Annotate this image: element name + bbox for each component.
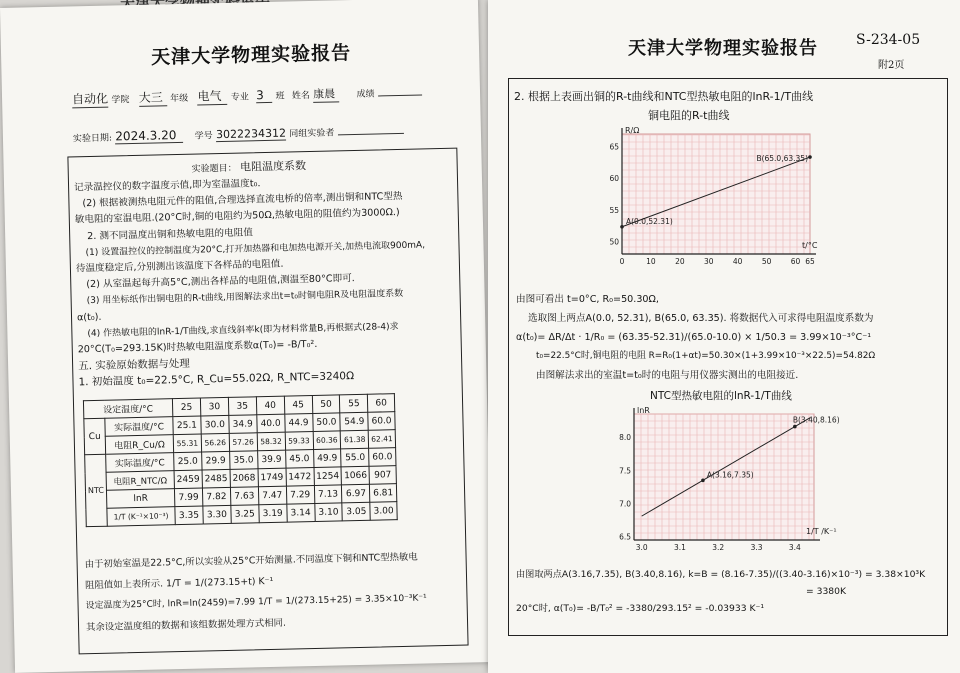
class-value: 3 bbox=[256, 88, 272, 103]
table-cell: 54.9 bbox=[340, 412, 368, 431]
score-value bbox=[378, 94, 422, 96]
analysis-line: 选取图上两点A(0.0, 52.31), B(65.0, 63.35). 将数据代入可求得电阻温度系数为 bbox=[528, 313, 874, 324]
data-point bbox=[808, 155, 812, 159]
date-label: 实验日期: bbox=[72, 133, 113, 145]
result-line: 由图取两点A(3.16,7.35), B(3.40,8.16), k=B = (8.16-7.35)/((3.40-3.16)×10⁻³) = 3.38×10³K bbox=[516, 569, 926, 580]
x-tick-label: 40 bbox=[732, 257, 743, 266]
table-cell: 3.14 bbox=[286, 503, 314, 522]
table-cell: 1254 bbox=[314, 467, 342, 486]
table-cell: 2485 bbox=[202, 469, 230, 488]
procedure-line: 2. 测不同温度出铜和热敏电阻的电阻值 bbox=[87, 226, 253, 242]
analysis-line: t₀=22.5°C时,铜电阻的电阻 R=R₀(1+αt)=50.30×(1+3.99×10⁻³×22.5)=54.82Ω bbox=[536, 351, 876, 361]
cu-group-label: Cu bbox=[84, 418, 106, 454]
row-label: lnR bbox=[106, 489, 174, 509]
set-temp-cell: 40 bbox=[256, 396, 284, 415]
table-cell: 60.0 bbox=[369, 448, 396, 467]
table-cell: 6.81 bbox=[370, 484, 397, 503]
major-value: 电气 bbox=[197, 87, 227, 106]
x-tick-label: 3.4 bbox=[788, 543, 801, 552]
id-label: 学号 bbox=[194, 131, 213, 142]
bottom-line: 阻阻值如上表所示. 1/T = 1/(273.15+t) K⁻¹ bbox=[85, 575, 274, 592]
data-label: A(0.0,52.31) bbox=[626, 216, 673, 226]
table-cell: 2459 bbox=[174, 470, 202, 489]
procedure-line: 20°C(T₀=293.15K)时热敏电阻温度系数α(T₀)= -B/T₀². bbox=[77, 338, 318, 356]
data-point bbox=[793, 425, 797, 429]
partner-value bbox=[338, 133, 404, 135]
x-tick-label: 50 bbox=[761, 257, 772, 266]
table-cell: 50.0 bbox=[312, 413, 340, 432]
table-cell: 55.0 bbox=[341, 448, 369, 467]
procedure-line: 待温度稳定后,分别测出该温度下各样品的电阻值. bbox=[75, 258, 284, 275]
y-axis-label: lnR bbox=[637, 406, 650, 415]
y-tick-label: 7.5 bbox=[619, 466, 631, 476]
bottom-line: 由于初始室温是22.5°C,所以实验从25°C开始测量.不同温度下铜和NTC型热敏电 bbox=[84, 551, 418, 571]
x-tick-label: 3.1 bbox=[673, 543, 686, 552]
result-line: = 3380K bbox=[806, 586, 847, 597]
table-cell: 44.9 bbox=[284, 414, 312, 433]
table-cell: 30.0 bbox=[201, 415, 229, 434]
score-label: 成绩 bbox=[356, 89, 375, 100]
header-row-1 bbox=[72, 82, 422, 108]
left-bottom-text bbox=[84, 546, 427, 638]
x-tick-label: 20 bbox=[675, 257, 685, 266]
y-tick-label: 65 bbox=[609, 142, 619, 152]
question-2: 2. 根据上表画出铜的R-t曲线和NTC型热敏电阻的lnR-1/T曲线 bbox=[514, 90, 814, 103]
ntc-group-label: NTC bbox=[85, 454, 108, 526]
right-page-title: 天津大学物理实验报告 bbox=[628, 38, 818, 59]
table-cell: 57.26 bbox=[229, 433, 257, 452]
topic-row bbox=[191, 157, 306, 176]
table-cell: 7.29 bbox=[286, 486, 314, 505]
section-heading: 五. 实验原始数据与处理 bbox=[78, 358, 190, 373]
major-label: 专业 bbox=[230, 92, 249, 103]
bottom-line: 其余设定温度组的数据和该组数据处理方式相同. bbox=[85, 617, 287, 634]
row-label: 电阻R_NTC/Ω bbox=[106, 471, 174, 491]
chart2-caption: NTC型热敏电阻的lnR-1/T曲线 bbox=[650, 390, 792, 402]
x-tick-label: 3.2 bbox=[712, 543, 725, 552]
data-label: B(65.0,63.35) bbox=[756, 154, 808, 164]
college-value: 自动化 bbox=[71, 91, 109, 107]
grade-label: 年级 bbox=[170, 93, 189, 105]
set-temp-cell: 45 bbox=[284, 396, 312, 415]
set-temp-cell: 25 bbox=[172, 398, 200, 417]
initial-temp-line: 1. 初始温度 t₀=22.5°C, R_Cu=55.02Ω, R_NTC=3240Ω bbox=[78, 370, 355, 389]
procedure-line: (1) 设置温控仪的控制温度为20°C,打开加热器和电加热电源开关,加热电流取900mA, bbox=[85, 240, 426, 258]
table-cell: 3.00 bbox=[370, 502, 397, 521]
x-tick-label: 65 bbox=[805, 257, 815, 266]
table-cell: 7.99 bbox=[174, 488, 202, 507]
table-cell: 907 bbox=[369, 466, 396, 485]
procedure-line: 敏电阻的室温电阻.(20°C时,铜的电阻约为50Ω,热敏电阻的阻值约为3000Ω.) bbox=[74, 207, 400, 226]
y-tick-label: 7.0 bbox=[619, 499, 631, 509]
data-label: A(3.16,7.35) bbox=[706, 470, 754, 480]
topic-value: 电阻温度系数 bbox=[239, 159, 307, 174]
table-cell: 58.32 bbox=[257, 432, 285, 451]
partner-label: 同组实验者 bbox=[289, 128, 335, 140]
topic-label: 实验题目： bbox=[191, 163, 237, 175]
analysis-line: 由图解法求出的室温t=t₀时的电阻与用仪器实测出的电阻接近. bbox=[536, 370, 799, 381]
table-cell: 34.9 bbox=[229, 415, 257, 434]
procedure-line: (3) 用坐标纸作出铜电阻的R-t曲线,用图解法求出t=t₀时铜电阻R及电阻温度系数 bbox=[86, 289, 404, 307]
table-cell: 39.9 bbox=[257, 450, 285, 469]
y-tick-label: 60 bbox=[609, 174, 619, 184]
table-cell: 60.36 bbox=[313, 431, 341, 450]
procedure-line: 记录温控仪的数字温度示值,即为室温温度t₀. bbox=[73, 178, 261, 194]
table-cell: 62.41 bbox=[369, 430, 396, 449]
table-cell: 3.19 bbox=[259, 504, 287, 523]
y-tick-label: 55 bbox=[609, 205, 619, 215]
date-value: 2024.3.20 bbox=[115, 128, 183, 145]
row-label: 实际温度/°C bbox=[105, 417, 173, 437]
data-point bbox=[701, 479, 705, 483]
x-tick-label: 60 bbox=[790, 257, 801, 266]
table-cell: 25.1 bbox=[173, 416, 201, 435]
table-cell: 35.0 bbox=[229, 451, 257, 470]
procedure-line: (2) 从室温起每升高5°C,测出各样品的电阻值,测温至80°C即可. bbox=[86, 273, 355, 291]
x-axis-label: t/°C bbox=[802, 241, 818, 250]
data-table bbox=[83, 393, 398, 527]
report-code: S-234-05 bbox=[856, 32, 921, 48]
analysis-line: α(t₀)= ΔR/Δt · 1/R₀ = (63.35-52.31)/(65.0-10.0) × 1/50.3 = 3.99×10⁻³°C⁻¹ bbox=[516, 332, 872, 343]
x-tick-label: 30 bbox=[703, 257, 714, 266]
y-tick-label: 50 bbox=[609, 237, 619, 247]
result-line: 20°C时, α(T₀)= -B/T₀² = -3380/293.15² = -0.03933 K⁻¹ bbox=[516, 603, 765, 614]
table-cell: 29.9 bbox=[202, 451, 230, 470]
row-label: 1/T (K⁻¹×10⁻³) bbox=[107, 507, 175, 527]
table-cell: 61.38 bbox=[341, 430, 369, 449]
table-cell: 55.31 bbox=[173, 434, 201, 453]
ntc-lnr-chart bbox=[608, 402, 840, 560]
x-tick-label: 0 bbox=[619, 257, 625, 266]
right-bottom-text bbox=[516, 566, 925, 617]
table-cell: 7.82 bbox=[202, 487, 230, 506]
table-cell: 59.33 bbox=[285, 432, 313, 451]
y-tick-label: 8.0 bbox=[619, 433, 631, 443]
x-tick-label: 10 bbox=[646, 257, 656, 266]
procedure-line: (4) 作热敏电阻的lnR-1/T曲线,求直线斜率k(即为材料常量B,再根据式(28-4)求 bbox=[87, 321, 399, 339]
table-cell: 49.9 bbox=[313, 449, 341, 468]
table-cell: 7.63 bbox=[230, 487, 258, 506]
x-axis-label: 1/T /K⁻¹ bbox=[806, 527, 837, 536]
row-label: 实际温度/°C bbox=[106, 453, 174, 473]
analysis-line: 由图可看出 t=0°C, R₀=50.30Ω, bbox=[516, 294, 659, 305]
procedure-line: (2) 根据被测热电阻元件的阻值,合理选择直流电桥的倍率,测出铜和NTC型热 bbox=[82, 191, 403, 210]
chart1-caption: 铜电阻的R-t曲线 bbox=[648, 109, 730, 122]
set-temp-cell: 55 bbox=[340, 394, 368, 413]
college-label: 学院 bbox=[111, 95, 130, 106]
row-label: 电阻R_Cu/Ω bbox=[105, 435, 173, 455]
table-cell: 56.26 bbox=[201, 433, 229, 452]
table-header: 设定温度/°C bbox=[83, 399, 172, 419]
x-tick-label: 3.3 bbox=[750, 543, 763, 552]
id-value: 3022234312 bbox=[215, 126, 287, 142]
data-label: B(3.40,8.16) bbox=[792, 415, 840, 425]
table-cell: 3.05 bbox=[342, 502, 370, 521]
table-cell: 1066 bbox=[341, 466, 369, 485]
set-temp-cell: 50 bbox=[312, 395, 340, 414]
table-cell: 3.30 bbox=[203, 505, 231, 524]
x-tick-label: 3.0 bbox=[635, 543, 648, 552]
y-tick-label: 6.5 bbox=[619, 532, 631, 542]
page-number: 附2页 bbox=[878, 60, 905, 71]
table-cell: 45.0 bbox=[285, 450, 313, 469]
table-cell: 40.0 bbox=[257, 414, 285, 433]
name-value: 康晨 bbox=[313, 85, 339, 103]
table-cell: 3.10 bbox=[314, 503, 342, 522]
set-temp-cell: 30 bbox=[200, 397, 228, 416]
table-cell: 1472 bbox=[286, 468, 314, 487]
data-point bbox=[620, 225, 624, 229]
table-cell: 6.97 bbox=[342, 484, 370, 503]
grade-value: 大三 bbox=[139, 88, 167, 107]
header-row-2 bbox=[73, 123, 404, 146]
table-cell: 7.47 bbox=[258, 486, 286, 505]
set-temp-cell: 35 bbox=[228, 397, 256, 416]
table-cell: 3.35 bbox=[175, 506, 203, 525]
class-label: 班 bbox=[275, 91, 285, 102]
table-cell: 60.0 bbox=[368, 412, 395, 431]
analysis-text bbox=[516, 290, 875, 385]
table-cell: 2068 bbox=[230, 469, 258, 488]
table-cell: 3.25 bbox=[231, 505, 259, 524]
name-label: 姓名 bbox=[291, 90, 311, 102]
cu-rt-chart bbox=[596, 122, 826, 268]
bottom-line: 设定温度为25°C时, lnR=ln(2459)=7.99 1/T = 1/(273.15+25) = 3.35×10⁻³K⁻¹ bbox=[85, 593, 427, 612]
table-cell: 25.0 bbox=[174, 452, 202, 471]
procedure-line: α(t₀). bbox=[76, 311, 102, 323]
y-axis-label: R/Ω bbox=[625, 126, 640, 135]
table-cell: 7.13 bbox=[314, 485, 342, 504]
left-page-title: 天津大学物理实验报告 bbox=[150, 42, 352, 69]
set-temp-cell: 60 bbox=[368, 394, 395, 413]
table-cell: 1749 bbox=[258, 468, 286, 487]
right-page bbox=[488, 0, 960, 673]
procedure-text bbox=[74, 172, 428, 391]
